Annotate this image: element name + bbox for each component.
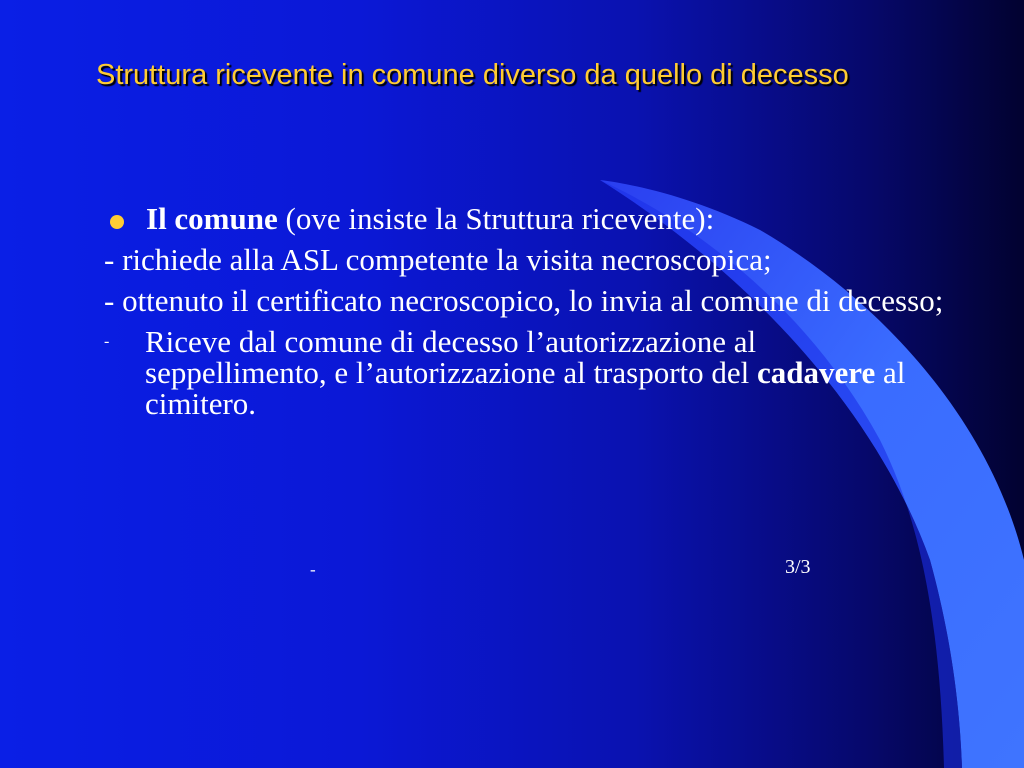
bullet-item <box>104 203 944 234</box>
slide-content <box>104 203 944 429</box>
list-item-last <box>104 326 944 419</box>
slide-title: Struttura ricevente in comune diverso da quello di decesso <box>96 59 849 91</box>
list-item-bold: cadavere <box>757 355 876 390</box>
page-number: 3/3 <box>785 556 811 578</box>
list-item: - ottenuto il certificato necroscopico, lo invia al comune di decesso; <box>104 283 944 318</box>
list-item-text: Riceve dal comune di decesso l’autorizzazione al seppellimento, e l’autorizzazione al trasporto del <box>145 324 758 390</box>
bullet-bold-text: Il comune <box>146 201 278 236</box>
dash-marker: - <box>104 333 110 350</box>
list-item-end: al cimitero. <box>145 355 906 421</box>
footer-dash: - <box>310 560 316 579</box>
bullet-text: (ove insiste la Struttura ricevente): <box>277 201 715 236</box>
list-item: - richiede alla ASL competente la visita necroscopica; <box>104 242 772 277</box>
bullet-dot-icon <box>110 215 124 229</box>
